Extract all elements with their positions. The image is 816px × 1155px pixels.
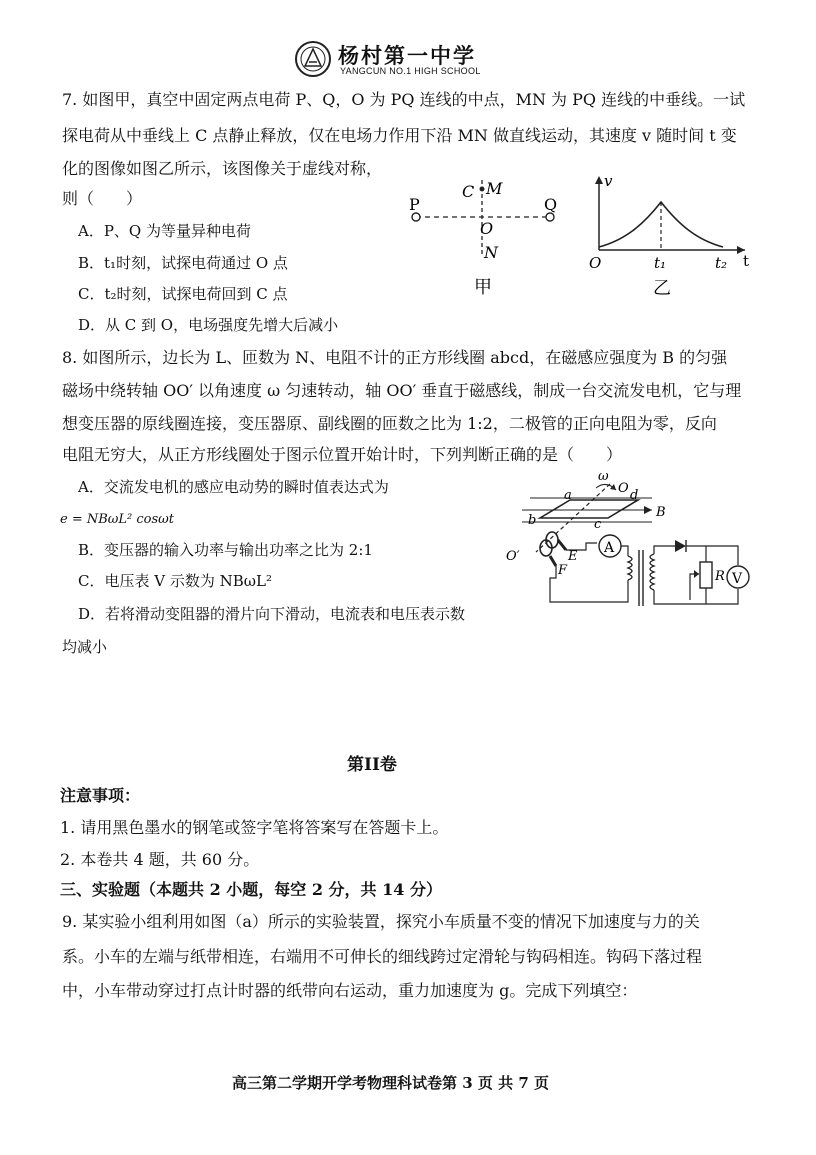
page-footer: 高三第二学期开学考物理科试卷第 3 页 共 7 页 [232, 1074, 549, 1092]
q8-stem-line-2: 磁场中绕转轴 OO′ 以角速度 ω 匀速转动，轴 OO′ 垂直于磁感线，制成一台交流发电机，它与理 [62, 381, 742, 400]
q8-figure-circuit [500, 470, 760, 615]
corner-a-label: a [564, 488, 572, 503]
notes-heading: 注意事项： [60, 786, 141, 805]
q9-stem-line-3: 中，小车带动穿过打点计时器的纸带向右运动，重力加速度为 g。完成下列填空： [62, 981, 638, 1000]
omega-label: ω [598, 470, 609, 484]
label-q: Q [544, 195, 558, 214]
label-c: C [462, 182, 475, 201]
corner-c-label: c [594, 517, 602, 532]
school-logo [294, 40, 332, 78]
q7-option-c: C．t₂时刻，试探电荷回到 C 点 [78, 285, 288, 303]
corner-b-label: b [528, 513, 537, 528]
o-prime-label: O′ [506, 549, 520, 564]
t1-label: t₁ [654, 254, 667, 272]
q7-option-b: B．t₁时刻，试探电荷通过 O 点 [78, 254, 288, 272]
q8-stem-line-3: 想变压器的原线圈连接，变压器原、副线圈的匝数之比为 1:2，二极管的正向电阻为零，反向 [62, 414, 717, 433]
origin-label: O [589, 254, 602, 272]
q9-stem-line-2: 系。小车的左端与纸带相连，右端用不可伸长的细线跨过定滑轮与钩码相连。钩码下落过程 [62, 947, 703, 966]
ammeter-label: A [604, 540, 615, 556]
point-c [480, 187, 485, 192]
note-2: 2. 本卷共 4 题，共 60 分。 [60, 850, 260, 869]
resistor-label: R [715, 569, 725, 584]
q8-option-a: A．交流发电机的感应电动势的瞬时值表达式为 [78, 478, 389, 496]
brush-f-label: F [558, 563, 568, 578]
q9-stem-line-1: 9. 某实验小组利用如图（a）所示的实验装置，探究小车质量不变的情况下加速度与力的关 [62, 912, 700, 931]
label-n: N [484, 243, 498, 262]
q8-option-b: B．变压器的输入功率与输出功率之比为 2:1 [78, 541, 373, 559]
charge-q [546, 213, 554, 221]
label-o: O [480, 219, 494, 238]
q7-figure-jia [400, 172, 570, 302]
q7-stem-line-4: 则（ ） [62, 189, 143, 208]
school-name-cn: 杨村第一中学 [338, 44, 476, 68]
q7-option-d: D．从 C 到 O，电场强度先增大后减小 [78, 316, 339, 334]
school-emblem-icon [294, 40, 332, 78]
section-3-heading: 三、实验题（本题共 2 小题，每空 2 分，共 14 分） [60, 880, 442, 899]
q8-option-c: C．电压表 V 示数为 NBωL² [78, 572, 272, 590]
school-name-en: YANGCUN NO.1 HIGH SCHOOL [340, 66, 481, 76]
q8-stem-line-4: 电阻无穷大，从正方形线圈处于图示位置开始计时，下列判断正确的是（ ） [62, 445, 623, 464]
q7-stem-line-1: 7. 如图甲，真空中固定两点电荷 P、Q，O 为 PQ 连线的中点，MN 为 PQ 连线的中垂线。一试 [62, 90, 746, 109]
t2-label: t₂ [715, 254, 728, 272]
part2-title: 第II卷 [347, 755, 397, 775]
caption-yi: 乙 [653, 278, 671, 299]
label-m: M [486, 179, 503, 198]
diode [675, 540, 686, 552]
q8-formula: e = NBωL² cosωt [60, 512, 174, 527]
q8-option-d-line-2: 均减小 [62, 638, 108, 656]
brush-e-label: E [568, 549, 578, 564]
charge-p [412, 213, 420, 221]
note-1: 1. 请用黑色墨水的钢笔或签字笔将答案写在答题卡上。 [60, 818, 449, 837]
q7-figure-yi [585, 170, 755, 305]
q8-stem-line-1: 8. 如图所示，边长为 L、匝数为 N、电阻不计的正方形线圈 abcd，在磁感应强度为 B 的匀强 [62, 348, 728, 367]
q7-stem-line-2: 探电荷从中垂线上 C 点静止释放，仅在电场力作用下沿 MN 做直线运动，其速度 v 随时间 t 变 [62, 126, 737, 145]
q7-stem-line-3: 化的图像如图乙所示，该图像关于虚线对称， [62, 159, 383, 178]
q8-option-d-line-1: D．若将滑动变阻器的滑片向下滑动，电流表和电压表示数 [78, 605, 466, 623]
voltmeter-label: V [732, 571, 743, 587]
field-b-label: B [656, 505, 666, 520]
o-top-label: O [618, 481, 629, 496]
slide-rheostat [700, 562, 712, 588]
axis-t-label: t [743, 252, 750, 270]
corner-d-label: d [630, 488, 639, 503]
label-p: P [409, 195, 420, 214]
axis-v-label: v [604, 172, 613, 190]
q7-option-a: A．P、Q 为等量异种电荷 [78, 222, 251, 240]
caption-jia: 甲 [474, 277, 492, 298]
